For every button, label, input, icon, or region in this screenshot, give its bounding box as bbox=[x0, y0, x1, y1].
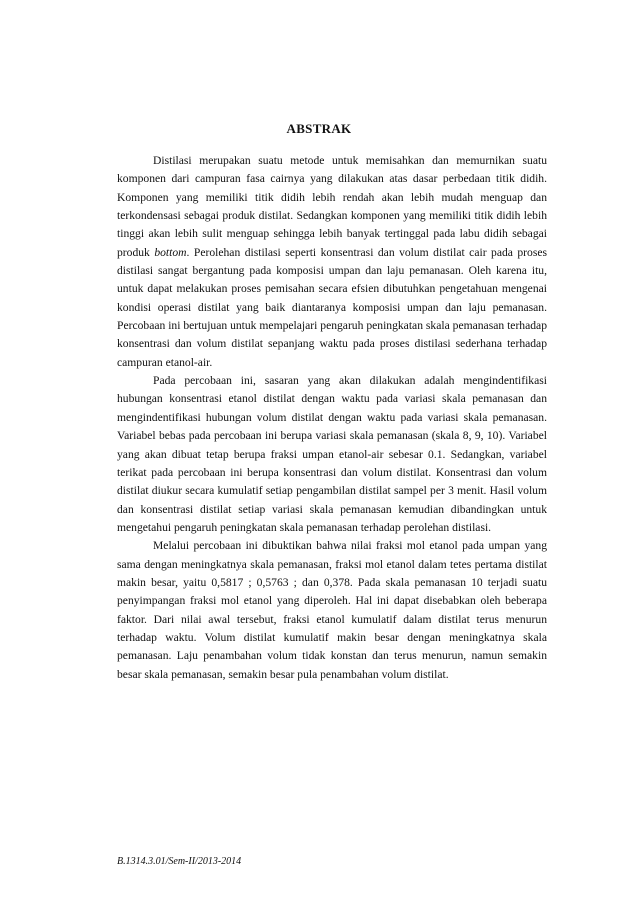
paragraph-1 bbox=[117, 152, 547, 372]
paragraph-3: Melalui percobaan ini dibuktikan bahwa nilai fraksi mol etanol pada umpan yang sama dengan meningkatnya skala pemanasan, fraksi mol etanol dalam tetes pertama distilat makin besar, yaitu 0,5817 ; 0,5763 ; dan 0,378. Pada skala pemanasan 10 terjadi suatu penyimpangan fraksi mol etanol yang diperoleh. Hal ini dapat disebabkan oleh beberapa faktor. Dari nilai awal tersebut, fraksi etanol kumulatif dalam distilat terus menurun terhadap waktu. Volum distilat kumulatif makin besar dengan meningkatnya skala pemanasan. Laju penambahan volum tidak konstan dan terus menurun, namun semakin besar skala pemanasan, semakin besar pula penambahan volum distilat. bbox=[117, 539, 547, 681]
paragraph-1-italic-term: bottom bbox=[154, 245, 187, 259]
page-title: ABSTRAK bbox=[286, 121, 352, 136]
page-footer: B.1314.3.01/Sem-II/2013-2014 bbox=[117, 856, 242, 867]
paragraph-2: Pada percobaan ini, sasaran yang akan dilakukan adalah mengindentifikasi hubungan konsentrasi etanol distilat dengan waktu pada variasi skala pemanasan dan mengindentifikasi hubungan volum distilat dengan waktu pada variasi skala pemanasan. Variabel bebas pada percobaan ini berupa variasi skala pemanasan (skala 8, 9, 10). Variabel yang akan dibuat tetap berupa fraksi umpan etanol-air sebesar 0.1. Sedangkan, variabel terikat pada percobaan ini berupa konsentrasi dan volum distilat. Konsentrasi dan volum distilat diukur secara kumulatif setiap pengambilan distilat sampel per 3 menit. Hasil volum dan konsentrasi distilat setiap variasi skala pemanasan kemudian dibandingkan untuk mengetahui pengaruh peningkatan skala pemanasan terhadap perolehan distilasi. bbox=[117, 374, 547, 534]
abstract-body bbox=[117, 152, 547, 684]
paragraph-1-text-start: Distilasi merupakan suatu metode untuk memisahkan dan memurnikan suatu komponen dari campuran fasa cairnya yang dilakukan atas dasar perbedaan titik didih. Komponen yang memiliki titik didih lebih rendah akan lebih mudah menguap dan terkondensasi sebagai produk distilat. Sedangkan komponen yang memiliki titik didih lebih tinggi akan lebih sulit menguap sehingga lebih banyak tertinggal pada labu didih sebagai produk bbox=[117, 154, 547, 259]
paragraph-1-text-end: . Perolehan distilasi seperti konsentrasi dan volum distilat cair pada proses distilasi sangat bergantung pada komposisi umpan dan laju pemanasan. Oleh karena itu, untuk dapat melakukan proses pemisahan secara efsien dibutuhkan pengetahuan mengenai kondisi operasi distilat yang baik diantaranya komposisi umpan dan laju pemanasan. Percobaan ini bertujuan untuk mempelajari pengaruh peningkatan skala pemanasan terhadap konsentrasi dan volum distilat sepanjang waktu pada proses distilasi sederhana terhadap campuran etanol-air. bbox=[117, 245, 547, 369]
